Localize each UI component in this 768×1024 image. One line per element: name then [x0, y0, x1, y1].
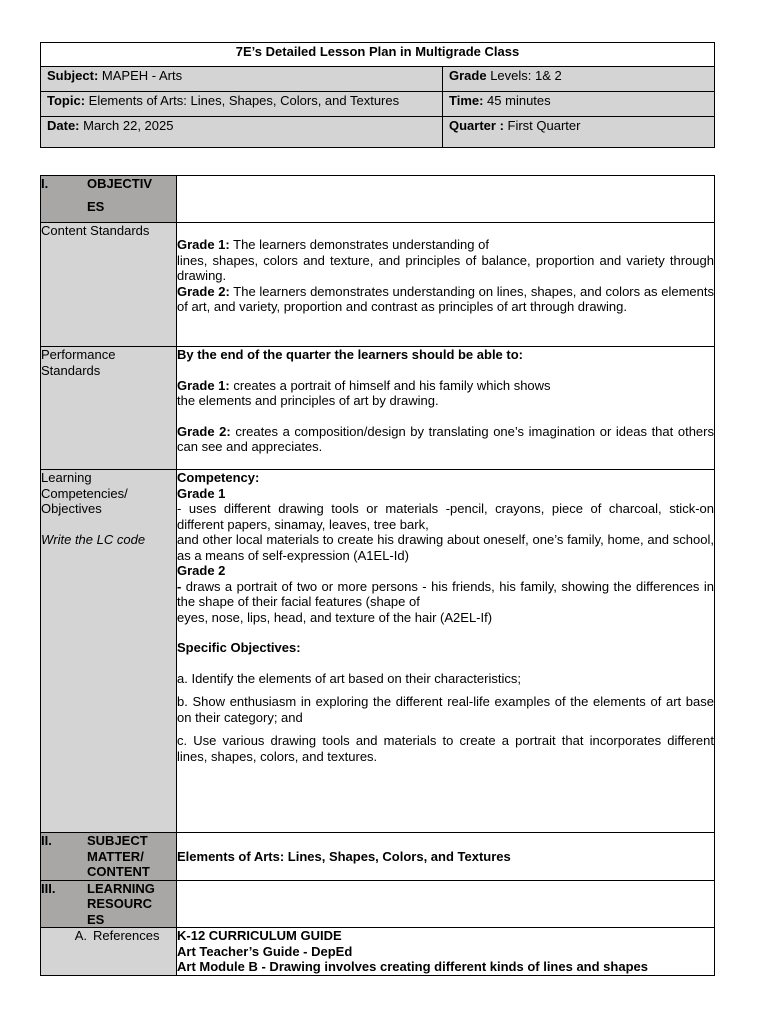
ps-grade1-label: Grade 1:: [177, 377, 230, 393]
subject-cell: [41, 67, 443, 92]
lc-objective-a: a. Identify the elements of art based on their characteristics;: [177, 670, 521, 686]
document-title: 7E’s Detailed Lesson Plan in Multigrade Class: [41, 43, 715, 67]
time-cell: [443, 92, 715, 117]
subject-matter-title-line1: SUBJECT: [87, 833, 148, 848]
date-label: Date:: [47, 118, 80, 133]
grade-cell: [443, 67, 715, 92]
content-standards-label-cell: [41, 223, 177, 347]
lc-grade2-label: Grade 2: [177, 563, 226, 578]
lc-grade2-text-a: draws a portrait of two or more persons - his friends, his family, showing the differences in the shape of their facial features (shape of: [177, 578, 714, 609]
topic-label: Topic:: [47, 93, 86, 108]
cs-grade1-text-b: lines, shapes, colors and texture, and principles of balance, proportion and variety through drawing.: [177, 252, 714, 283]
learning-resources-heading-cell: [41, 880, 177, 928]
lc-objective-b: b. Show enthusiasm in exploring the different real-life examples of the elements of art base on their category; and: [177, 694, 714, 725]
lesson-plan-header-table: [40, 42, 715, 148]
objectives-title-line2: ES: [87, 199, 105, 214]
learning-resources-number: III.: [41, 880, 56, 896]
subject-matter-title-line3: CONTENT: [87, 864, 150, 879]
content-standards-cell: [177, 223, 715, 347]
lc-grade1-text-a: - uses different drawing tools or materials -pencil, crayons, piece of charcoal, stick-on different papers, sinamay, leaves, tree bark,: [177, 501, 714, 532]
cs-grade1-text-a: The learners demonstrates understanding of: [229, 237, 489, 252]
learning-resources-title-line3: ES: [87, 911, 105, 927]
learning-competencies-cell: [177, 470, 715, 833]
learning-competencies-label-cell: [41, 470, 177, 833]
subject-value: MAPEH - Arts: [98, 68, 183, 83]
performance-standards-cell: [177, 347, 715, 470]
ps-grade1-text-b: the elements and principles of art by drawing.: [177, 393, 439, 408]
ps-grade2-text: creates a composition/design by translating one’s imagination or ideas that others can see and appreciates.: [177, 423, 714, 454]
references-label-cell: [41, 928, 177, 976]
subject-matter-cell: [177, 833, 715, 881]
objectives-title-line1: OBJECTIV: [87, 176, 153, 191]
quarter-cell: [443, 117, 715, 148]
quarter-label: Quarter :: [449, 118, 504, 133]
lc-label-line3: Objectives: [41, 501, 102, 516]
objectives-heading-cell: [41, 176, 177, 223]
subject-label: Subject:: [47, 68, 99, 83]
cs-grade1-label: Grade 1:: [177, 237, 230, 252]
topic-value: Elements of Arts: Lines, Shapes, Colors, and Textures: [85, 93, 400, 108]
lc-label-line2: Competencies/: [41, 485, 128, 501]
ps-label-line2: Standards: [41, 362, 101, 378]
objectives-number: I.: [41, 176, 49, 191]
quarter-value: First Quarter: [503, 118, 581, 133]
time-label: Time:: [449, 93, 484, 108]
lesson-plan-main-table: [40, 175, 715, 976]
cs-grade2-text: The learners demonstrates understanding on lines, shapes, and colors as elements of art, and variety, proportion and contrast as principles of art through drawing.: [177, 283, 714, 314]
reference-item-2: Art Teacher’s Guide - DepEd: [177, 943, 353, 959]
subject-matter-title-line2: MATTER/: [87, 848, 144, 864]
subject-matter-value: Elements of Arts: Lines, Shapes, Colors, and Textures: [177, 848, 511, 864]
content-standards-label: Content Standards: [41, 223, 150, 238]
time-value: 45 minutes: [483, 93, 551, 108]
lc-grade2-dash: -: [177, 578, 182, 594]
topic-cell: [41, 92, 443, 117]
lc-specific-objectives-heading: Specific Objectives:: [177, 640, 301, 655]
learning-resources-title-line2: RESOURC: [87, 896, 153, 911]
lc-competency-heading: Competency:: [177, 470, 260, 485]
references-cell: [177, 928, 715, 976]
subject-matter-heading-cell: [41, 833, 177, 881]
ps-grade2-label: Grade 2:: [177, 423, 231, 439]
reference-item-3: Art Module B - Drawing involves creating different kinds of lines and shapes: [177, 959, 648, 974]
ps-label-line1: Performance: [41, 347, 116, 362]
subject-matter-number: II.: [41, 833, 52, 848]
references-label: References: [93, 928, 160, 943]
lc-grade1-text-b: and other local materials to create his drawing about oneself, one’s family, home, and school, as a means of self-expression (A1EL-Id): [177, 532, 714, 563]
grade-value: Levels: 1& 2: [486, 68, 562, 83]
reference-item-1: K-12 CURRICULUM GUIDE: [177, 928, 342, 943]
lc-code-note: Write the LC code: [41, 531, 146, 547]
grade-label: Grade: [449, 68, 487, 83]
ps-lead: By the end of the quarter the learners should be able to:: [177, 347, 523, 362]
lc-grade1-label: Grade 1: [177, 485, 226, 501]
references-number: A.: [74, 928, 87, 943]
date-cell: [41, 117, 443, 148]
lc-objective-c: c. Use various drawing tools and materials to create a portrait that incorporates different lines, shapes, colors, and textures.: [177, 733, 714, 764]
date-value: March 22, 2025: [79, 118, 174, 133]
objectives-empty-cell: [177, 176, 715, 223]
cs-grade2-label: Grade 2:: [177, 283, 230, 299]
lc-label-line1: Learning: [41, 470, 92, 485]
performance-standards-label-cell: [41, 347, 177, 470]
ps-grade1-text-a: creates a portrait of himself and his family which shows: [229, 377, 551, 393]
learning-resources-empty-cell: [177, 880, 715, 928]
lc-grade2-text-b: eyes, nose, lips, head, and texture of the hair (A2EL-If): [177, 609, 493, 625]
learning-resources-title-line1: LEARNING: [87, 880, 155, 896]
